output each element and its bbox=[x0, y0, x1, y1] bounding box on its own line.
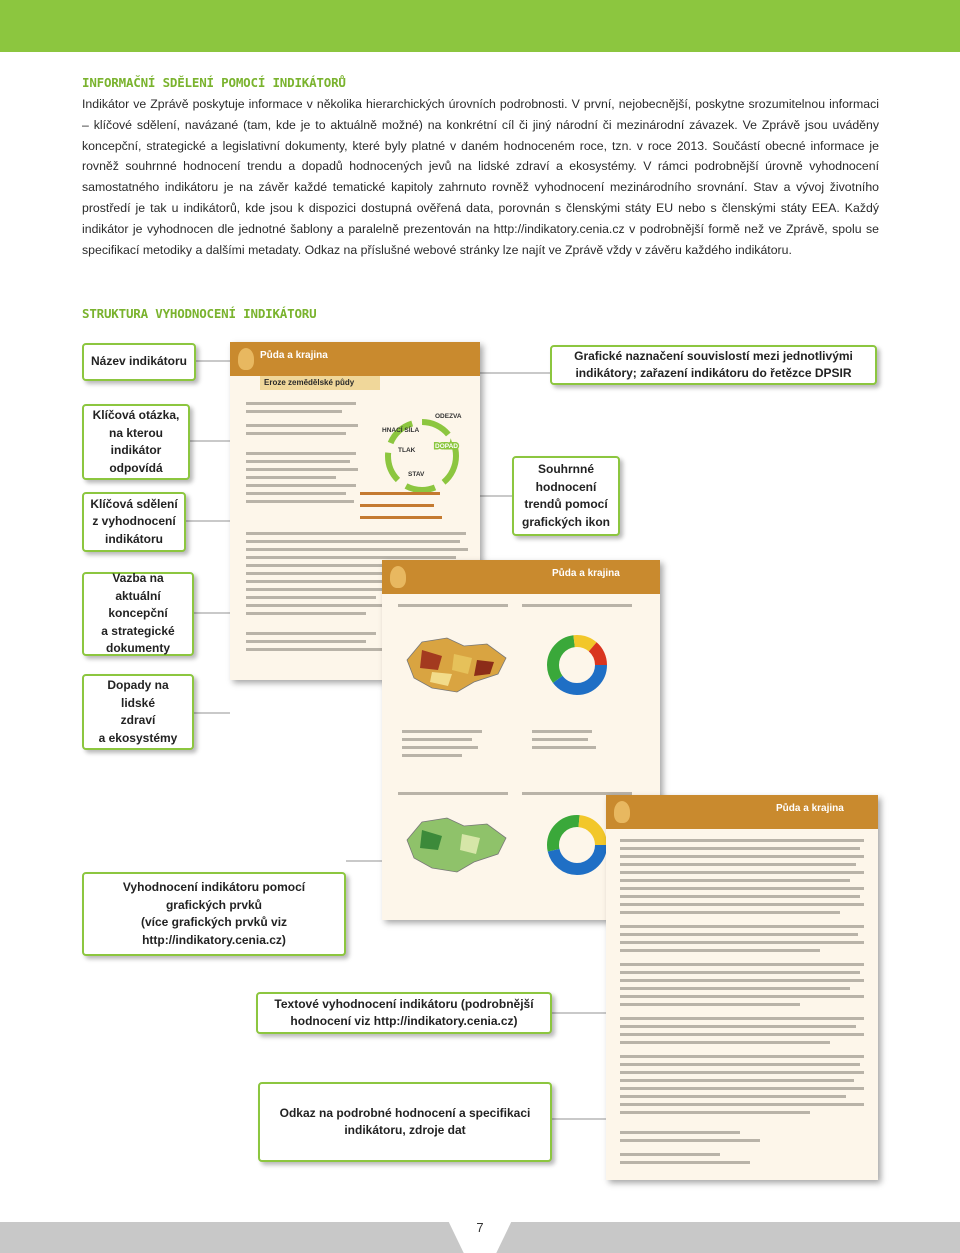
svg-text:TLAK: TLAK bbox=[398, 447, 416, 454]
connector bbox=[194, 612, 230, 614]
doc-title-3: Půda a krajina bbox=[776, 803, 844, 814]
document-page-3 bbox=[606, 795, 878, 1180]
callout-graphic-dpsir: Grafické naznačení souvislostí mezi jednotlivými indikátory; zařazení indikátoru do řetězce DPSIR bbox=[550, 345, 877, 385]
callout-key-question: Klíčová otázka, na kterou indikátor odpovídá bbox=[82, 404, 190, 480]
svg-text:ODEZVA: ODEZVA bbox=[435, 413, 462, 420]
callout-text-evaluation: Textové vyhodnocení indikátoru (podrobnější hodnocení viz http://indikatory.cenia.cz) bbox=[256, 992, 552, 1034]
callout-graphic-evaluation: Vyhodnocení indikátoru pomocí grafických prvků (více grafických prvků viz http://indikatory.cenia.cz) bbox=[82, 872, 346, 956]
map-chart-thumbnail bbox=[402, 630, 512, 700]
callout-policy-documents: Vazba na aktuální koncepční a strategické dokumenty bbox=[82, 572, 194, 656]
connector bbox=[186, 520, 230, 522]
intro-paragraph: Indikátor ve Zprávě poskytuje informace v několika hierarchických úrovních podrobnosti. V první, nejobecnější, poskytne srozumitelnou informaci – klíčové sdělení, navázané (tam, kde je to aktuálně možné) na konkrétní cíl či jiný národní či mezinárodní závazek. Ve Zprávě jsou uváděny koncepční, strategické a legislativní dokumenty, které byly platné v daném hodnoceném roce, tzn. v roce 2013. Součástí obecné informace je rovněž souhrnné hodnocení trendu a dopadů hodnocených jevů na lidské zdraví a ekosystémy. V rámci podrobnější úrovně vyhodnocení samostatného indikátoru je na závěr každé tematické kapitoly zahrnuto rovněž vyhodnocení mezinárodního srovnání. Stav a vývoj životního prostředí je tak u indikátorů, kde jsou k dispozici dostupná ověřená data, porovnán s členskými státy EU nebo s členskými státy EEA. Každý indikátor je vyhodnocen dle jednotné šablony a paralelně prezentován na http://indikatory.cenia.cz v podrobnější formě než ve Zprávě, spolu se specifikací metodiky a dalšími metadaty. Odkaz na příslušné webové stránky lze najít ve Zprávě vždy v závěru každého indikátoru. bbox=[82, 97, 879, 257]
connector bbox=[470, 372, 550, 374]
callout-key-messages: Klíčová sdělení z vyhodnocení indikátoru bbox=[82, 492, 186, 552]
dpsir-diagram bbox=[380, 396, 470, 516]
section-heading-structure: STRUKTURA VYHODNOCENÍ INDIKÁTORU bbox=[82, 306, 317, 321]
connector bbox=[196, 360, 230, 362]
map-chart-thumbnail-2 bbox=[402, 810, 512, 880]
svg-text:HNACÍ SÍLA: HNACÍ SÍLA bbox=[382, 427, 420, 434]
callout-trend-summary: Souhrnné hodnocení trendů pomocí grafických ikon bbox=[512, 456, 620, 536]
callout-health-ecosystems: Dopady na lidské zdraví a ekosystémy bbox=[82, 674, 194, 750]
donut-chart-thumbnail bbox=[542, 630, 612, 700]
page-number: 7 bbox=[476, 1220, 484, 1235]
callout-indicator-name: Název indikátoru bbox=[82, 343, 196, 381]
section-heading-information: INFORMAČNÍ SDĚLENÍ POMOCÍ INDIKÁTORŮ bbox=[82, 75, 346, 90]
connector bbox=[190, 440, 230, 442]
donut-chart-thumbnail-2 bbox=[542, 810, 612, 880]
callout-reference-sources: Odkaz na podrobné hodnocení a specifikaci indikátoru, zdroje dat bbox=[258, 1082, 552, 1162]
connector bbox=[552, 1118, 608, 1120]
doc-subtitle: Eroze zemědělské půdy bbox=[260, 376, 380, 390]
top-green-bar bbox=[0, 0, 960, 52]
connector bbox=[194, 712, 230, 714]
svg-text:STAV: STAV bbox=[408, 471, 425, 478]
connector bbox=[552, 1012, 608, 1014]
svg-text:DOPAD: DOPAD bbox=[435, 443, 458, 450]
doc-title: Půda a krajina bbox=[260, 350, 328, 361]
doc-title-2: Půda a krajina bbox=[552, 568, 620, 579]
